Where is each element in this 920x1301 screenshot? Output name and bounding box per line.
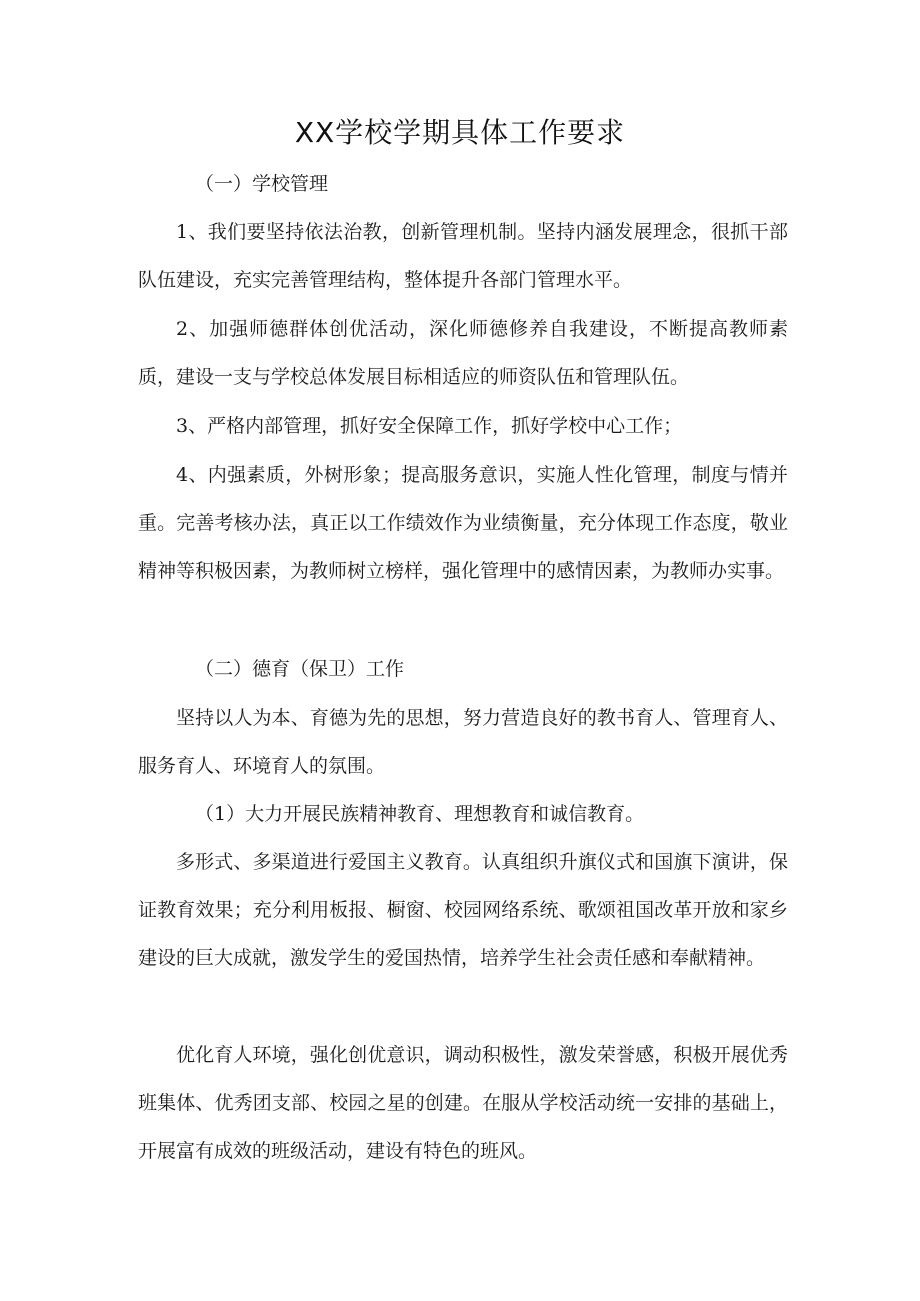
paragraph-item-2: 2、加强师德群体创优活动，深化师德修养自我建设，不断提高教师素质，建设一支与学校总体发展目标相适应的师资队伍和管理队伍。 (138, 318, 788, 388)
section-heading-moral-education: （二）德育（保卫）工作 (195, 658, 405, 680)
paragraph-moral-intro: 坚持以人为本、育德为先的思想，努力营造良好的教书育人、管理育人、服务育人、环境育人的氛围。 (138, 707, 788, 777)
section-heading-school-management: （一）学校管理 (195, 173, 329, 195)
paragraph-environment: 优化育人环境，强化创优意识，调动积极性，激发荣誉感，积极开展优秀班集体、优秀团支部、校园之星的创建。在服从学校活动统一安排的基础上，开展富有成效的班级活动，建设有特色的班风。 (138, 1044, 788, 1162)
paragraph-item-3: 3、严格内部管理，抓好安全保障工作，抓好学校中心工作； (176, 415, 683, 437)
document-title: XX学校学期具体工作要求 (294, 116, 626, 149)
paragraph-item-1: 1、我们要坚持依法治教，创新管理机制。坚持内涵发展理念，很抓干部队伍建设，充实完善管理结构，整体提升各部门管理水平。 (138, 221, 788, 291)
subsection-heading-1: （1）大力开展民族精神教育、理想教育和诚信教育。 (195, 803, 645, 825)
paragraph-patriotic-education: 多形式、多渠道进行爱国主义教育。认真组织升旗仪式和国旗下演讲，保证教育效果；充分利用板报、橱窗、校园网络系统、歌颂祖国改革开放和家乡建设的巨大成就，激发学生的爱国热情，培养学生社会责任感和奉献精神。 (138, 851, 788, 969)
paragraph-item-4: 4、内强素质，外树形象；提高服务意识，实施人性化管理，制度与情并重。完善考核办法，真正以工作绩效作为业绩衡量，充分体现工作态度，敬业精神等积极因素，为教师树立榜样，强化管理中的感情因素，为教师办实事。 (138, 464, 788, 582)
